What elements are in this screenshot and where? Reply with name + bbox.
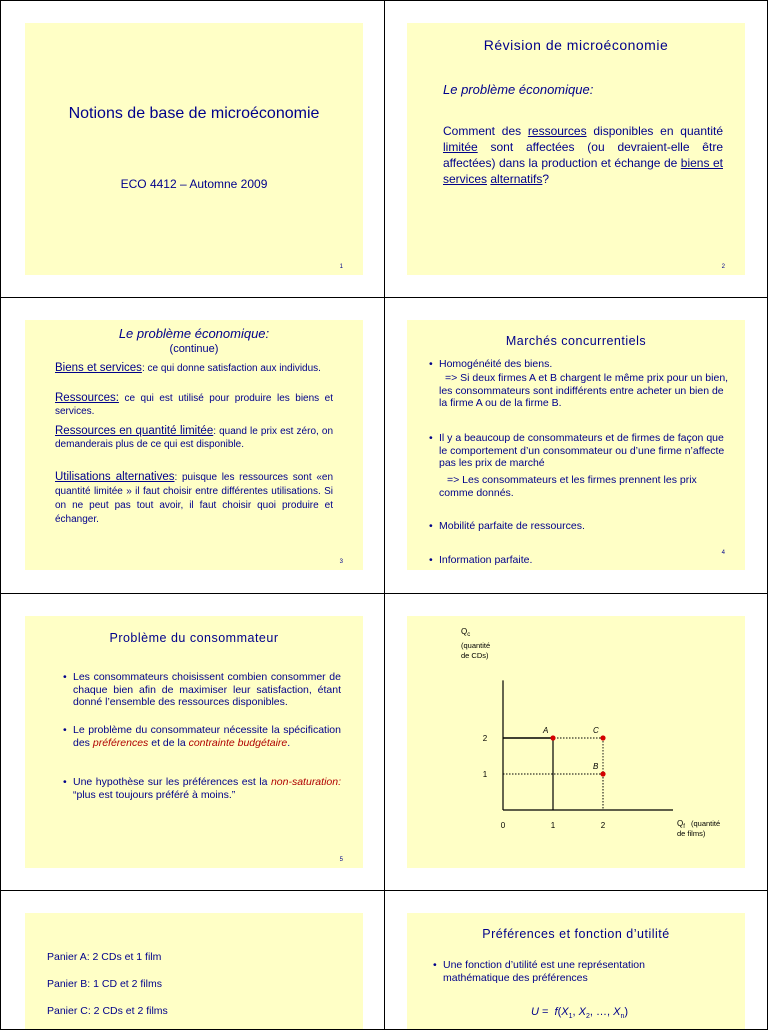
- point-a: [550, 735, 555, 740]
- definition-limited-resources: Ressources en quantité limitée: quand le prix est zéro, on demanderais plus de ce qui est disponible.: [55, 425, 334, 450]
- bullet-many-agents-detail: => Les consommateurs et les firmes prennent les prix comme donnés.: [439, 474, 697, 499]
- page-cell-2: [384, 0, 768, 298]
- slide-1-title: Notions de base de microéconomie: [68, 105, 320, 122]
- bullet-utility-function: • Une fonction d’utilité est une représentation mathématique des préférences: [433, 959, 645, 984]
- page-cell-6: [384, 593, 768, 891]
- x-axis-note: (quantité: [691, 819, 721, 828]
- slide-8-title: Préférences et fonction d’utilité: [482, 927, 670, 941]
- point-c: [600, 735, 605, 740]
- slide-6: [407, 616, 745, 868]
- bullet-consumer-problem: • Le problème du consommateur nécessite la spécification des préférences et de la contrainte budgétaire.: [63, 724, 341, 749]
- slide-number: 3: [339, 559, 343, 565]
- page-cell-4: [384, 297, 768, 594]
- slide-3-title: Le problème économique:: [118, 326, 270, 341]
- x-tick-label: 1: [550, 821, 556, 830]
- page-cell-7: [0, 890, 385, 1030]
- definition-resources: Ressources: ce qui est utilisé pour produire les biens et services.: [55, 392, 334, 417]
- slide-2-title: Révision de microéconomie: [483, 37, 669, 53]
- definition-alternative-uses: Utilisations alternatives: puisque les ressources sont «en quantité limitée » il faut choisir entre différentes utilisations. Si on ne peut pas tout avoir, il faut choisir quoi produire et échanger.: [55, 471, 334, 525]
- x-axis-label: $Q_f$: [677, 819, 685, 830]
- bullet-consumers-choose: • Les consommateurs choisissent combien consommer de chaque bien afin de maximiser leur satisfaction, étant donné l’ensemble des ressources disponibles.: [63, 671, 341, 708]
- bundle-chart: [407, 616, 745, 868]
- slide-2-paragraph: Comment des ressources disponibles en quantité limitée sont affectées (ou devraient-elle être affectées) dans la production et échange de biens et services alternatifs?: [443, 124, 723, 186]
- y-axis-note: (quantité: [461, 641, 491, 650]
- bullet-many-agents: • Il y a beaucoup de consommateurs et de firmes de façon que le comportement d’un consommateur ou d’une firme n’affecte pas les prix de marché: [429, 432, 725, 469]
- y-axis-label: $Q_c$: [461, 627, 471, 638]
- x-tick-label: 0: [500, 821, 506, 830]
- y-tick-label: 2: [482, 734, 488, 743]
- y-tick-label: 1: [482, 770, 488, 779]
- slide-3: [25, 320, 363, 570]
- bullet-non-saturation: • Une hypothèse sur les préférences est la non-saturation: “plus est toujours préféré à moins.”: [63, 776, 341, 801]
- point-label-a: A: [543, 726, 549, 735]
- slide-8: [407, 913, 745, 1030]
- slide-3-continue: (continue): [169, 343, 219, 355]
- slide-5-title: Problème du consommateur: [109, 631, 279, 645]
- slide-4-title: Marchés concurrentiels: [505, 334, 647, 348]
- bullet-resource-mobility: • Mobilité parfaite de ressources.: [429, 520, 585, 532]
- page-cell-1: [0, 0, 385, 298]
- definition-goods: Biens et services: ce qui donne satisfaction aux individus.: [55, 362, 321, 374]
- slide-number: 1: [339, 264, 343, 270]
- point-b: [600, 771, 605, 776]
- slide-number: 5: [339, 857, 343, 863]
- slide-4: [407, 320, 745, 570]
- point-label-c: C: [593, 726, 599, 735]
- basket-b: Panier B: 1 CD et 2 films: [47, 978, 162, 990]
- slide-number: 2: [721, 264, 725, 270]
- x-axis-note: de films): [677, 829, 706, 838]
- page-cell-5: [0, 593, 385, 891]
- slide-7: [25, 913, 363, 1030]
- slide-2-subtitle: Le problème économique:: [443, 82, 594, 97]
- bullet-homogeneity: • Homogénéité des biens.: [429, 358, 553, 370]
- slide-2: [407, 23, 745, 275]
- x-tick-label: 2: [600, 821, 606, 830]
- slide-1-subtitle: ECO 4412 – Automne 2009: [120, 177, 268, 191]
- slide-5: [25, 616, 363, 868]
- utility-formula: $U = f(X_1$, $X_2$, …, $X_n$): [531, 1006, 629, 1021]
- basket-a: Panier A: 2 CDs et 1 film: [47, 951, 162, 963]
- page-cell-8: [384, 890, 768, 1030]
- point-label-b: B: [593, 762, 599, 771]
- basket-c: Panier C: 2 CDs et 2 films: [47, 1005, 168, 1017]
- bullet-information: • Information parfaite.: [429, 554, 533, 566]
- page-cell-3: [0, 297, 385, 594]
- y-axis-note: de CDs): [461, 651, 489, 660]
- bullet-homogeneity-detail: => Si deux firmes A et B chargent le même prix pour un bien, les consommateurs sont indifférents entre acheter un bien de la firme A ou de la firme B.: [439, 372, 729, 409]
- slide-number: 4: [721, 550, 725, 556]
- slide-1: [25, 23, 363, 275]
